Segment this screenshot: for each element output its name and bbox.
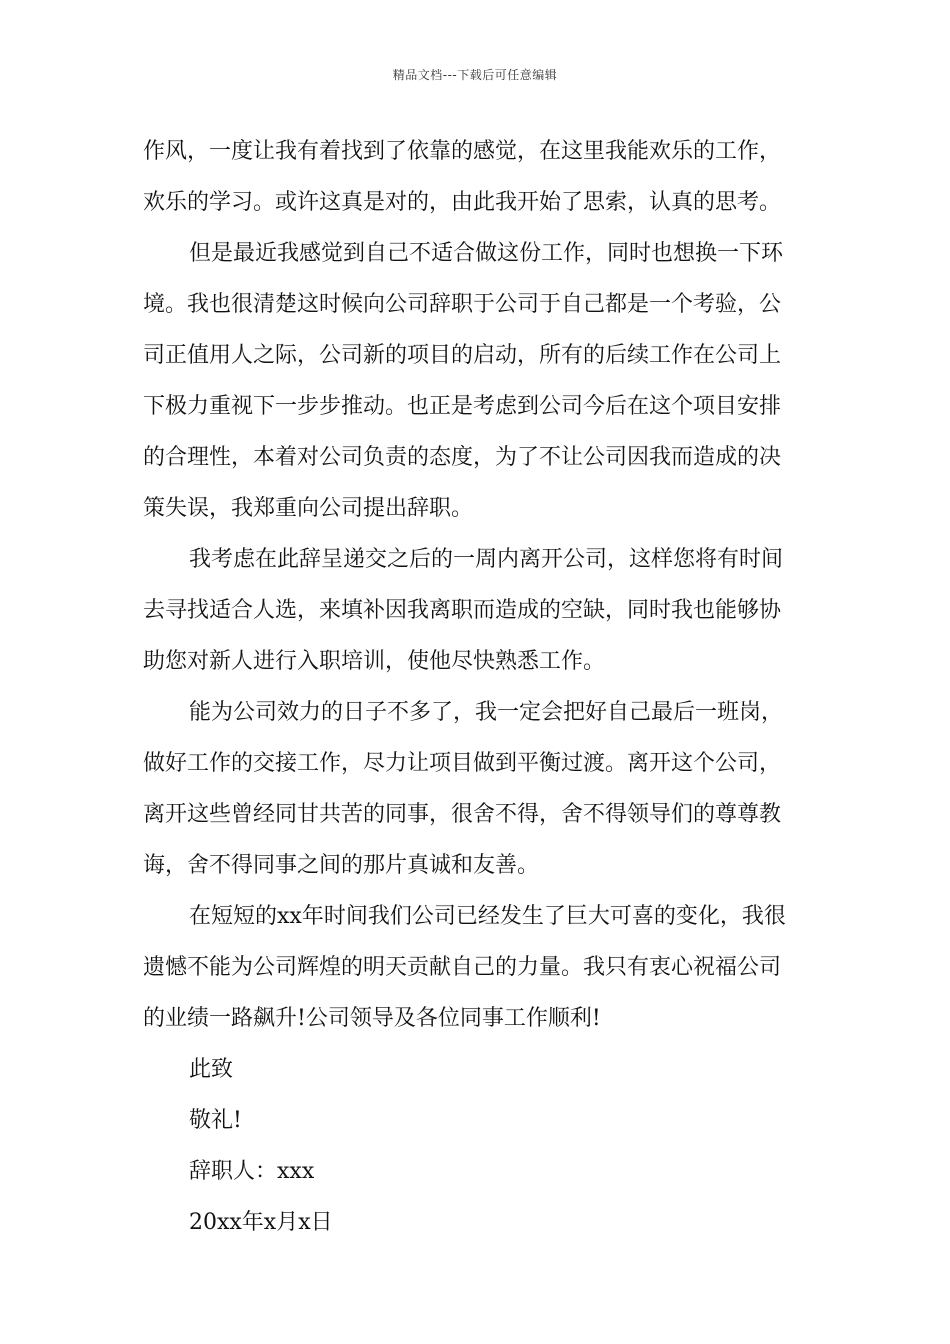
text-line: 境。我也很清楚这时候向公司辞职于公司于自己都是一个考验，公	[143, 292, 782, 317]
text-line: 助您对新人进行入职培训，使他尽快熟悉工作。	[143, 649, 606, 674]
text-line: 敬礼!	[189, 1108, 242, 1133]
text-line: 的业绩一路飙升!公司领导及各位同事工作顺利!	[143, 1006, 601, 1031]
letter-body	[143, 126, 807, 1248]
text-line: 的合理性，本着对公司负责的态度，为了不让公司因我而造成的决	[143, 445, 782, 470]
text-line: 做好工作的交接工作，尽力让项目做到平衡过渡。离开这个公司，	[143, 751, 782, 776]
text-line: 下极力重视下一步步推动。也正是考虑到公司今后在这个项目安排	[143, 394, 782, 419]
text-line: 去寻找适合人选，来填补因我离职而造成的空缺，同时我也能够协	[143, 598, 782, 623]
text-line: 能为公司效力的日子不多了，我一定会把好自己最后一班岗，	[189, 700, 784, 725]
text-line: 在短短的xx年时间我们公司已经发生了巨大可喜的变化，我很	[189, 904, 786, 929]
text-line: 欢乐的学习。或许这真是对的，由此我开始了思索，认真的思考。	[143, 190, 782, 215]
text-line: 20xx年x月x日	[189, 1210, 333, 1235]
text-line: 此致	[189, 1057, 234, 1082]
text-line: 我考虑在此辞呈递交之后的一周内离开公司，这样您将有时间	[189, 547, 784, 572]
text-line: 作风，一度让我有着找到了依靠的感觉，在这里我能欢乐的工作，	[143, 139, 782, 164]
page-header: 精品文档---下载后可任意编辑	[392, 68, 558, 82]
text-line: 策失误，我郑重向公司提出辞职。	[143, 496, 474, 521]
text-line: 遗憾不能为公司辉煌的明天贡献自己的力量。我只有衷心祝福公司	[143, 955, 782, 980]
text-line: 离开这些曾经同甘共苦的同事，很舍不得，舍不得领导们的尊尊教	[143, 802, 782, 827]
text-line: 司正值用人之际，公司新的项目的启动，所有的后续工作在公司上	[143, 343, 782, 368]
text-line: 诲，舍不得同事之间的那片真诚和友善。	[143, 853, 540, 878]
text-line: 辞职人：xxx	[189, 1159, 315, 1184]
text-line: 但是最近我感觉到自己不适合做这份工作，同时也想换一下环	[189, 241, 784, 266]
